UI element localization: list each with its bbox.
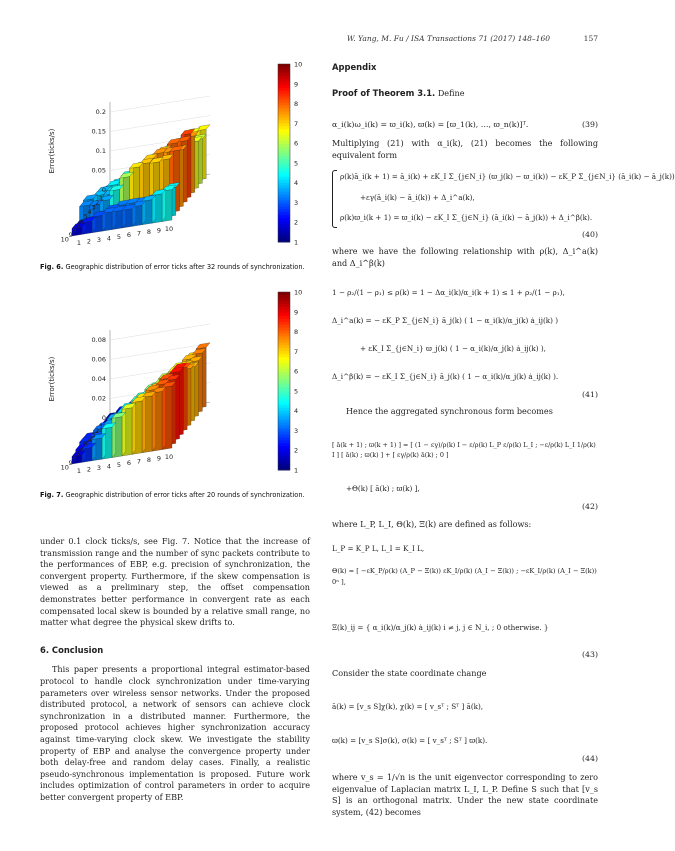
equation-40-line1: ρ(k)ā_i(k + 1) = ā_i(k) + εK_I Σ_{j∈N_i} (ϖ_j(k) − ϖ_i(k)) − εK_P Σ_{j∈N_i} (ā_i(k) − ā_j(k)) xyxy=(340,172,675,181)
colorbar-segment xyxy=(278,423,290,426)
colorbar-segment xyxy=(278,177,290,180)
page-number: 157 xyxy=(583,34,598,43)
colorbar-segment xyxy=(278,109,290,112)
colorbar-label: 6 xyxy=(294,367,299,376)
colorbar-label: 1 xyxy=(294,466,299,475)
colorbar-label: 4 xyxy=(294,407,299,416)
colorbar-segment xyxy=(278,345,290,348)
bar-front xyxy=(162,383,166,450)
colorbar-segment xyxy=(278,322,290,325)
equation-42-line1: [ ā(k + 1) ; ϖ(k + 1) ] = [ (1 − εγ)/ρ(k) I − ε/ρ(k) L_P ε/ρ(k) L_I ; −ε/ρ(k) L_I 1/ρ(k) I ] [ ā(k) ; ϖ(k) ] + [ εγ/ρ(k) ā(k) ; 0 ] xyxy=(332,441,596,459)
colorbar xyxy=(278,292,290,471)
colorbar-label: 2 xyxy=(294,218,299,227)
colorbar-segment xyxy=(278,342,290,345)
colorbar-segment xyxy=(278,135,290,138)
equation-44-line2: ϖ(k) = [v_s S]σ(k), σ(k) = [ v_sᵀ ; Sᵀ ] ϖ(k). xyxy=(332,736,488,745)
final-paragraph: where v_s = 1/√n is the unit eigenvector corresponding to zero eigenvalue of Laplacian matrix L_I, L_P. Define S such that [v_s S] is an orthogonal matrix. Under the new state coordinate system, (42) becomes xyxy=(332,772,598,817)
colorbar-label: 3 xyxy=(294,198,299,207)
colorbar-segment xyxy=(278,227,290,230)
colorbar-segment xyxy=(278,417,290,420)
colorbar-segment xyxy=(278,431,290,434)
colorbar-segment xyxy=(278,236,290,239)
colorbar-segment xyxy=(278,399,290,402)
colorbar-segment xyxy=(278,354,290,357)
z-tick-label: 0.04 xyxy=(91,375,106,383)
equation-41-line3: + εK_I Σ_{j∈N_i} ϖ_j(k) ( 1 − α_i(k)/α_j(k) ȧ_ij(k) ), xyxy=(360,344,546,353)
i-tick-label: 6 xyxy=(79,445,85,454)
i-tick-label: 9 xyxy=(68,231,73,240)
colorbar-segment xyxy=(278,150,290,153)
colorbar-segment xyxy=(278,420,290,423)
figure-6-caption xyxy=(40,263,310,272)
equation-40-line3: ρ(k)ϖ_i(k + 1) = ϖ_i(k) − εK_I Σ_{j∈N_i} (ā_i(k) − ā_j(k)) + Δ_i^β(k). xyxy=(340,213,593,222)
colorbar-segment xyxy=(278,82,290,85)
j-tick-label: 5 xyxy=(116,232,122,241)
colorbar-segment xyxy=(278,129,290,132)
colorbar-label: 7 xyxy=(294,347,299,356)
colorbar-segment xyxy=(278,396,290,399)
j-tick-label: 6 xyxy=(126,459,132,468)
j-tick-label: 10 xyxy=(164,224,174,233)
colorbar-labels xyxy=(294,61,302,247)
colorbar-segment xyxy=(278,328,290,331)
colorbar-segment xyxy=(278,464,290,467)
colorbar-segment xyxy=(278,375,290,378)
proof-define: Define xyxy=(437,87,465,98)
j-tick-label: 3 xyxy=(96,236,102,244)
colorbar-segment xyxy=(278,316,290,319)
colorbar-segment xyxy=(278,162,290,165)
colorbar-segment xyxy=(278,233,290,236)
colorbar-segment xyxy=(278,126,290,129)
colorbar-segment xyxy=(278,97,290,100)
colorbar-segment xyxy=(278,168,290,171)
equation-41-line2: Δ_i^a(k) = − εK_P Σ_{j∈N_i} ā_j(k) ( 1 − α_i(k)/α_j(k) ȧ_ij(k) ) xyxy=(332,316,559,325)
i-tick-label: 4 xyxy=(87,436,92,445)
colorbar-segment xyxy=(278,132,290,135)
colorbar-label: 10 xyxy=(294,60,303,69)
equation-40-line2: +εγ(ā_i(k) − ā_i(k)) + Δ_i^a(k), xyxy=(360,193,475,202)
paragraph-results: under 0.1 clock ticks/s, see Fig. 7. Notice that the increase of transmission range and the number of sync packets contribute to the performances of EBP, e.g. precision of synchronization, the convergent property. Furthermore, if the skew compensation is viewed as a preliminary step, the offset compensation demonstrates better performance in convergent rate as each compensated local skew is bounded by a relative small range, no matter what degree the physical skew drifts to. xyxy=(40,536,310,628)
colorbar-segment xyxy=(278,76,290,79)
colorbar-segment xyxy=(278,372,290,375)
colorbar-label: 7 xyxy=(294,119,299,128)
where-text-2: where L_P, L_I, Θ(k), Ξ(k) are defined as follows: xyxy=(332,519,532,529)
colorbar-segment xyxy=(278,94,290,97)
colorbar-segment xyxy=(278,171,290,174)
colorbar-segment xyxy=(278,192,290,195)
colorbar-labels xyxy=(294,289,302,475)
colorbar-segment xyxy=(278,292,290,295)
figure-7 xyxy=(40,280,310,500)
j-tick-label: 7 xyxy=(136,457,142,466)
i-tick-label: 5 xyxy=(83,212,88,221)
i-tick-label: 7 xyxy=(76,221,81,230)
colorbar-label: 10 xyxy=(294,288,303,297)
colorbar-segment xyxy=(278,455,290,458)
figure-7-caption xyxy=(40,491,310,500)
colorbar-segment xyxy=(278,174,290,177)
j-tick-label: 9 xyxy=(156,226,162,235)
bar-front xyxy=(142,393,146,453)
i-tick-label: 3 xyxy=(91,203,96,212)
colorbar-segment xyxy=(278,381,290,384)
equation-40-brace xyxy=(332,170,337,228)
colorbar-segment xyxy=(278,440,290,443)
colorbar-segment xyxy=(278,79,290,82)
j-tick-label: 10 xyxy=(164,452,174,461)
colorbar-segment xyxy=(278,411,290,414)
figure-6 xyxy=(40,52,310,272)
colorbar-segment xyxy=(278,408,290,411)
i-tick-label: 10 xyxy=(60,463,69,472)
figure-6-label: Fig. 6. xyxy=(40,263,64,271)
figure-7-caption-text: Geographic distribution of error ticks after 20 rounds of synchronization. xyxy=(65,491,305,499)
colorbar-segment xyxy=(278,313,290,316)
colorbar-segment xyxy=(278,67,290,70)
grid-line xyxy=(110,324,210,340)
j-tick-label: 3 xyxy=(96,464,102,472)
equation-41-tag: (41) xyxy=(581,390,598,399)
where-text-1: where we have the following relationship with ρ(k), Δ_i^a(k) and Δ_i^β(k) xyxy=(332,246,598,268)
colorbar-segment xyxy=(278,434,290,437)
colorbar-label: 3 xyxy=(294,426,299,435)
equation-44-tag: (44) xyxy=(581,754,598,763)
j-tick-label: 9 xyxy=(156,454,162,463)
colorbar-segment xyxy=(278,387,290,390)
z-axis-label: Error(ticks/s) xyxy=(48,356,56,402)
z-tick-label: 0 xyxy=(101,414,106,422)
hence-text: Hence the aggregated synchronous form becomes xyxy=(346,406,553,416)
j-tick-label: 7 xyxy=(136,229,142,238)
multiplying-text: Multiplying (21) with α_i(k), (21) becomes the following equivalent form xyxy=(332,138,598,160)
j-tick-label: 6 xyxy=(126,231,132,240)
colorbar-label: 8 xyxy=(294,100,299,109)
colorbar-segment xyxy=(278,363,290,366)
i-tick-label: 7 xyxy=(76,449,81,458)
colorbar-segment xyxy=(278,443,290,446)
colorbar-segment xyxy=(278,186,290,189)
colorbar-segment xyxy=(278,212,290,215)
section-conclusion-heading: 6. Conclusion xyxy=(40,644,104,655)
colorbar-segment xyxy=(278,180,290,183)
colorbar-segment xyxy=(278,307,290,310)
colorbar-segment xyxy=(278,310,290,313)
colorbar-label: 5 xyxy=(294,387,299,396)
equation-44-line1: ā(k) = [v_s S]χ(k), χ(k) = [ v_sᵀ ; Sᵀ ] ā(k), xyxy=(332,702,484,711)
colorbar-segment xyxy=(278,85,290,88)
colorbar-segment xyxy=(278,452,290,455)
colorbar-segment xyxy=(278,209,290,212)
z-tick-label: 0.08 xyxy=(91,336,106,344)
colorbar-segment xyxy=(278,144,290,147)
colorbar-segment xyxy=(278,378,290,381)
colorbar-segment xyxy=(278,103,290,106)
colorbar xyxy=(278,64,290,243)
appendix-heading: Appendix xyxy=(332,62,377,72)
i-tick-label: 1 xyxy=(98,422,104,431)
i-tick-label: 8 xyxy=(72,454,77,463)
i-tick-label: 8 xyxy=(72,226,77,235)
right-column-head xyxy=(332,62,598,99)
i-tick-label: 2 xyxy=(95,198,100,207)
z-tick-label: 0.05 xyxy=(91,166,106,175)
colorbar-segment xyxy=(278,369,290,372)
colorbar-segment xyxy=(278,461,290,464)
colorbar-segment xyxy=(278,402,290,405)
i-tick-label: 10 xyxy=(60,235,69,244)
j-tick-label: 4 xyxy=(106,234,112,243)
figure-7-label: Fig. 7. xyxy=(40,491,64,499)
equation-40-tag: (40) xyxy=(581,230,598,239)
colorbar-segment xyxy=(278,331,290,334)
colorbar-segment xyxy=(278,147,290,150)
equation-41-line4: Δ_i^β(k) = − εK_I Σ_{j∈N_i} ā_j(k) ( 1 − α_i(k)/α_j(k) ȧ_ij(k) ). xyxy=(332,372,559,381)
i-tick-label: 6 xyxy=(79,217,85,226)
z-tick-labels xyxy=(92,336,106,422)
i-tick-label: 2 xyxy=(95,426,100,435)
figure-7-plot xyxy=(40,280,310,485)
colorbar-segment xyxy=(278,106,290,109)
colorbar-segment xyxy=(278,91,290,94)
proof-title: Proof of Theorem 3.1. xyxy=(332,87,436,98)
colorbar-segment xyxy=(278,458,290,461)
bar-front xyxy=(112,414,116,458)
left-column-text xyxy=(40,536,310,803)
colorbar-segment xyxy=(278,218,290,221)
colorbar-segment xyxy=(278,298,290,301)
colorbar-segment xyxy=(278,198,290,201)
j-tick-label: 2 xyxy=(86,237,92,246)
equation-41-line1: 1 − ρ₂/(1 − ρ₁) ≤ ρ(k) = 1 − Δα_i(k)/α_i(k + 1) ≤ 1 + ρ₂/(1 − ρ₁), xyxy=(332,288,565,297)
equation-42-tag: (42) xyxy=(581,502,598,511)
colorbar-segment xyxy=(278,221,290,224)
colorbar-segment xyxy=(278,224,290,227)
j-tick-label: 2 xyxy=(86,465,92,474)
colorbar-segment xyxy=(278,100,290,103)
colorbar-segment xyxy=(278,183,290,186)
colorbar-label: 1 xyxy=(294,238,299,247)
colorbar-segment xyxy=(278,360,290,363)
colorbar-segment xyxy=(278,405,290,408)
colorbar-segment xyxy=(278,138,290,141)
colorbar-segment xyxy=(278,195,290,198)
colorbar-segment xyxy=(278,325,290,328)
consider-text: Consider the state coordinate change xyxy=(332,668,487,678)
equation-43-tag: (43) xyxy=(581,650,598,659)
i-tick-label: 4 xyxy=(87,208,92,217)
j-tick-label: 8 xyxy=(146,228,152,236)
colorbar-segment xyxy=(278,230,290,233)
colorbar-segment xyxy=(278,301,290,304)
bar-front xyxy=(152,388,156,451)
equation-42-line2: +Θ(k) [ ā(k) ; ϖ(k) ], xyxy=(346,484,420,493)
colorbar-segment xyxy=(278,123,290,126)
colorbar-label: 4 xyxy=(294,179,299,188)
grid-line xyxy=(110,96,210,112)
colorbar-segment xyxy=(278,117,290,120)
j-tick-label: 8 xyxy=(146,456,152,464)
colorbar-label: 8 xyxy=(294,328,299,337)
i-tick-label: 3 xyxy=(91,431,96,440)
colorbar-segment xyxy=(278,70,290,73)
colorbar-segment xyxy=(278,351,290,354)
z-tick-label: 0.02 xyxy=(91,394,106,403)
z-tick-label: 0.2 xyxy=(95,108,106,116)
colorbar-label: 2 xyxy=(294,446,299,455)
colorbar-segment xyxy=(278,437,290,440)
colorbar-segment xyxy=(278,120,290,123)
equation-43-line2: Θ(k) = [ −εK_P/ρ(k) (A_P − Ξ(k)) εK_I/ρ(k) (A_I − Ξ(k)) ; −εK_I/ρ(k) (A_I − Ξ(k)) 0ⁿ ], xyxy=(332,567,597,586)
colorbar-label: 9 xyxy=(294,308,299,317)
z-tick-labels xyxy=(92,108,106,194)
bars xyxy=(72,125,210,236)
colorbar-label: 6 xyxy=(294,139,299,148)
j-tick-label: 4 xyxy=(106,462,112,471)
colorbar-segment xyxy=(278,428,290,431)
i-tick-label: 1 xyxy=(98,194,104,203)
figure-6-caption-text: Geographic distribution of error ticks after 32 rounds of synchronization. xyxy=(65,263,305,271)
colorbar-segment xyxy=(278,393,290,396)
colorbar-segment xyxy=(278,165,290,168)
equation-39-tag: (39) xyxy=(581,120,598,129)
i-tick-label: 5 xyxy=(83,440,88,449)
colorbar-segment xyxy=(278,295,290,298)
equation-39: α_i(k)ω_i(k) = ϖ_i(k), ϖ(k) = [ϖ_1(k), …, ϖ_n(k)]ᵀ. xyxy=(332,120,529,129)
z-tick-label: 0.06 xyxy=(91,355,106,364)
colorbar-segment xyxy=(278,337,290,340)
colorbar-segment xyxy=(278,200,290,203)
figure-6-plot xyxy=(40,52,310,257)
colorbar-segment xyxy=(278,64,290,67)
colorbar-segment xyxy=(278,426,290,429)
colorbar-segment xyxy=(278,357,290,360)
paragraph-conclusion: This paper presents a proportional integral estimator-based protocol to handle clock synchronization under time-varying parameters over wireless sensor networks. Under the proposed distributed protocol, a network of sensors can achieve clock synchronization in a distributed manner. Furthermore, the proposed protocol achieves higher synchronization accuracy against time-varying clock skew. We investigate the stability property of EBP and analyse the convergence property under both delay-free and random delay cases. Finally, a realistic pseudo-synchronous implementation is proposed. Future work includes optimization of control parameters in order to acquire better convergent property of EBP. xyxy=(40,664,310,802)
colorbar-segment xyxy=(278,334,290,337)
colorbar-segment xyxy=(278,114,290,117)
running-header: W. Yang, M. Fu / ISA Transactions 71 (2017) 148–160 xyxy=(346,34,550,43)
colorbar-segment xyxy=(278,111,290,114)
colorbar-segment xyxy=(278,384,290,387)
colorbar-segment xyxy=(278,319,290,322)
z-tick-label: 0 xyxy=(101,186,106,194)
colorbar-segment xyxy=(278,446,290,449)
equation-43-line3: Ξ(k)_ij = { α_i(k)/α_j(k) ȧ_ij(k) i ≠ j, j ∈ N_i, ; 0 otherwise. } xyxy=(332,623,549,632)
z-tick-label: 0.1 xyxy=(95,147,106,155)
j-tick-label: 5 xyxy=(116,460,122,469)
z-tick-label: 0.15 xyxy=(91,127,106,136)
colorbar-label: 5 xyxy=(294,159,299,168)
colorbar-segment xyxy=(278,348,290,351)
colorbar-label: 9 xyxy=(294,80,299,89)
j-tick-label: 1 xyxy=(76,239,82,248)
colorbar-segment xyxy=(278,215,290,218)
colorbar-segment xyxy=(278,206,290,209)
colorbar-segment xyxy=(278,156,290,159)
colorbar-segment xyxy=(278,414,290,417)
colorbar-segment xyxy=(278,339,290,342)
colorbar-segment xyxy=(278,159,290,162)
z-axis-label: Error(ticks/s) xyxy=(48,128,56,174)
colorbar-segment xyxy=(278,366,290,369)
colorbar-segment xyxy=(278,304,290,307)
equation-43-line1: L_P = K_P L, L_I = K_I L, xyxy=(332,544,425,553)
j-tick-label: 1 xyxy=(76,467,82,476)
colorbar-segment xyxy=(278,141,290,144)
colorbar-segment xyxy=(278,73,290,76)
i-tick-label: 9 xyxy=(68,459,73,468)
colorbar-segment xyxy=(278,390,290,393)
colorbar-segment xyxy=(278,203,290,206)
colorbar-segment xyxy=(278,449,290,452)
colorbar-segment xyxy=(278,88,290,91)
colorbar-segment xyxy=(278,189,290,192)
colorbar-segment xyxy=(278,153,290,156)
